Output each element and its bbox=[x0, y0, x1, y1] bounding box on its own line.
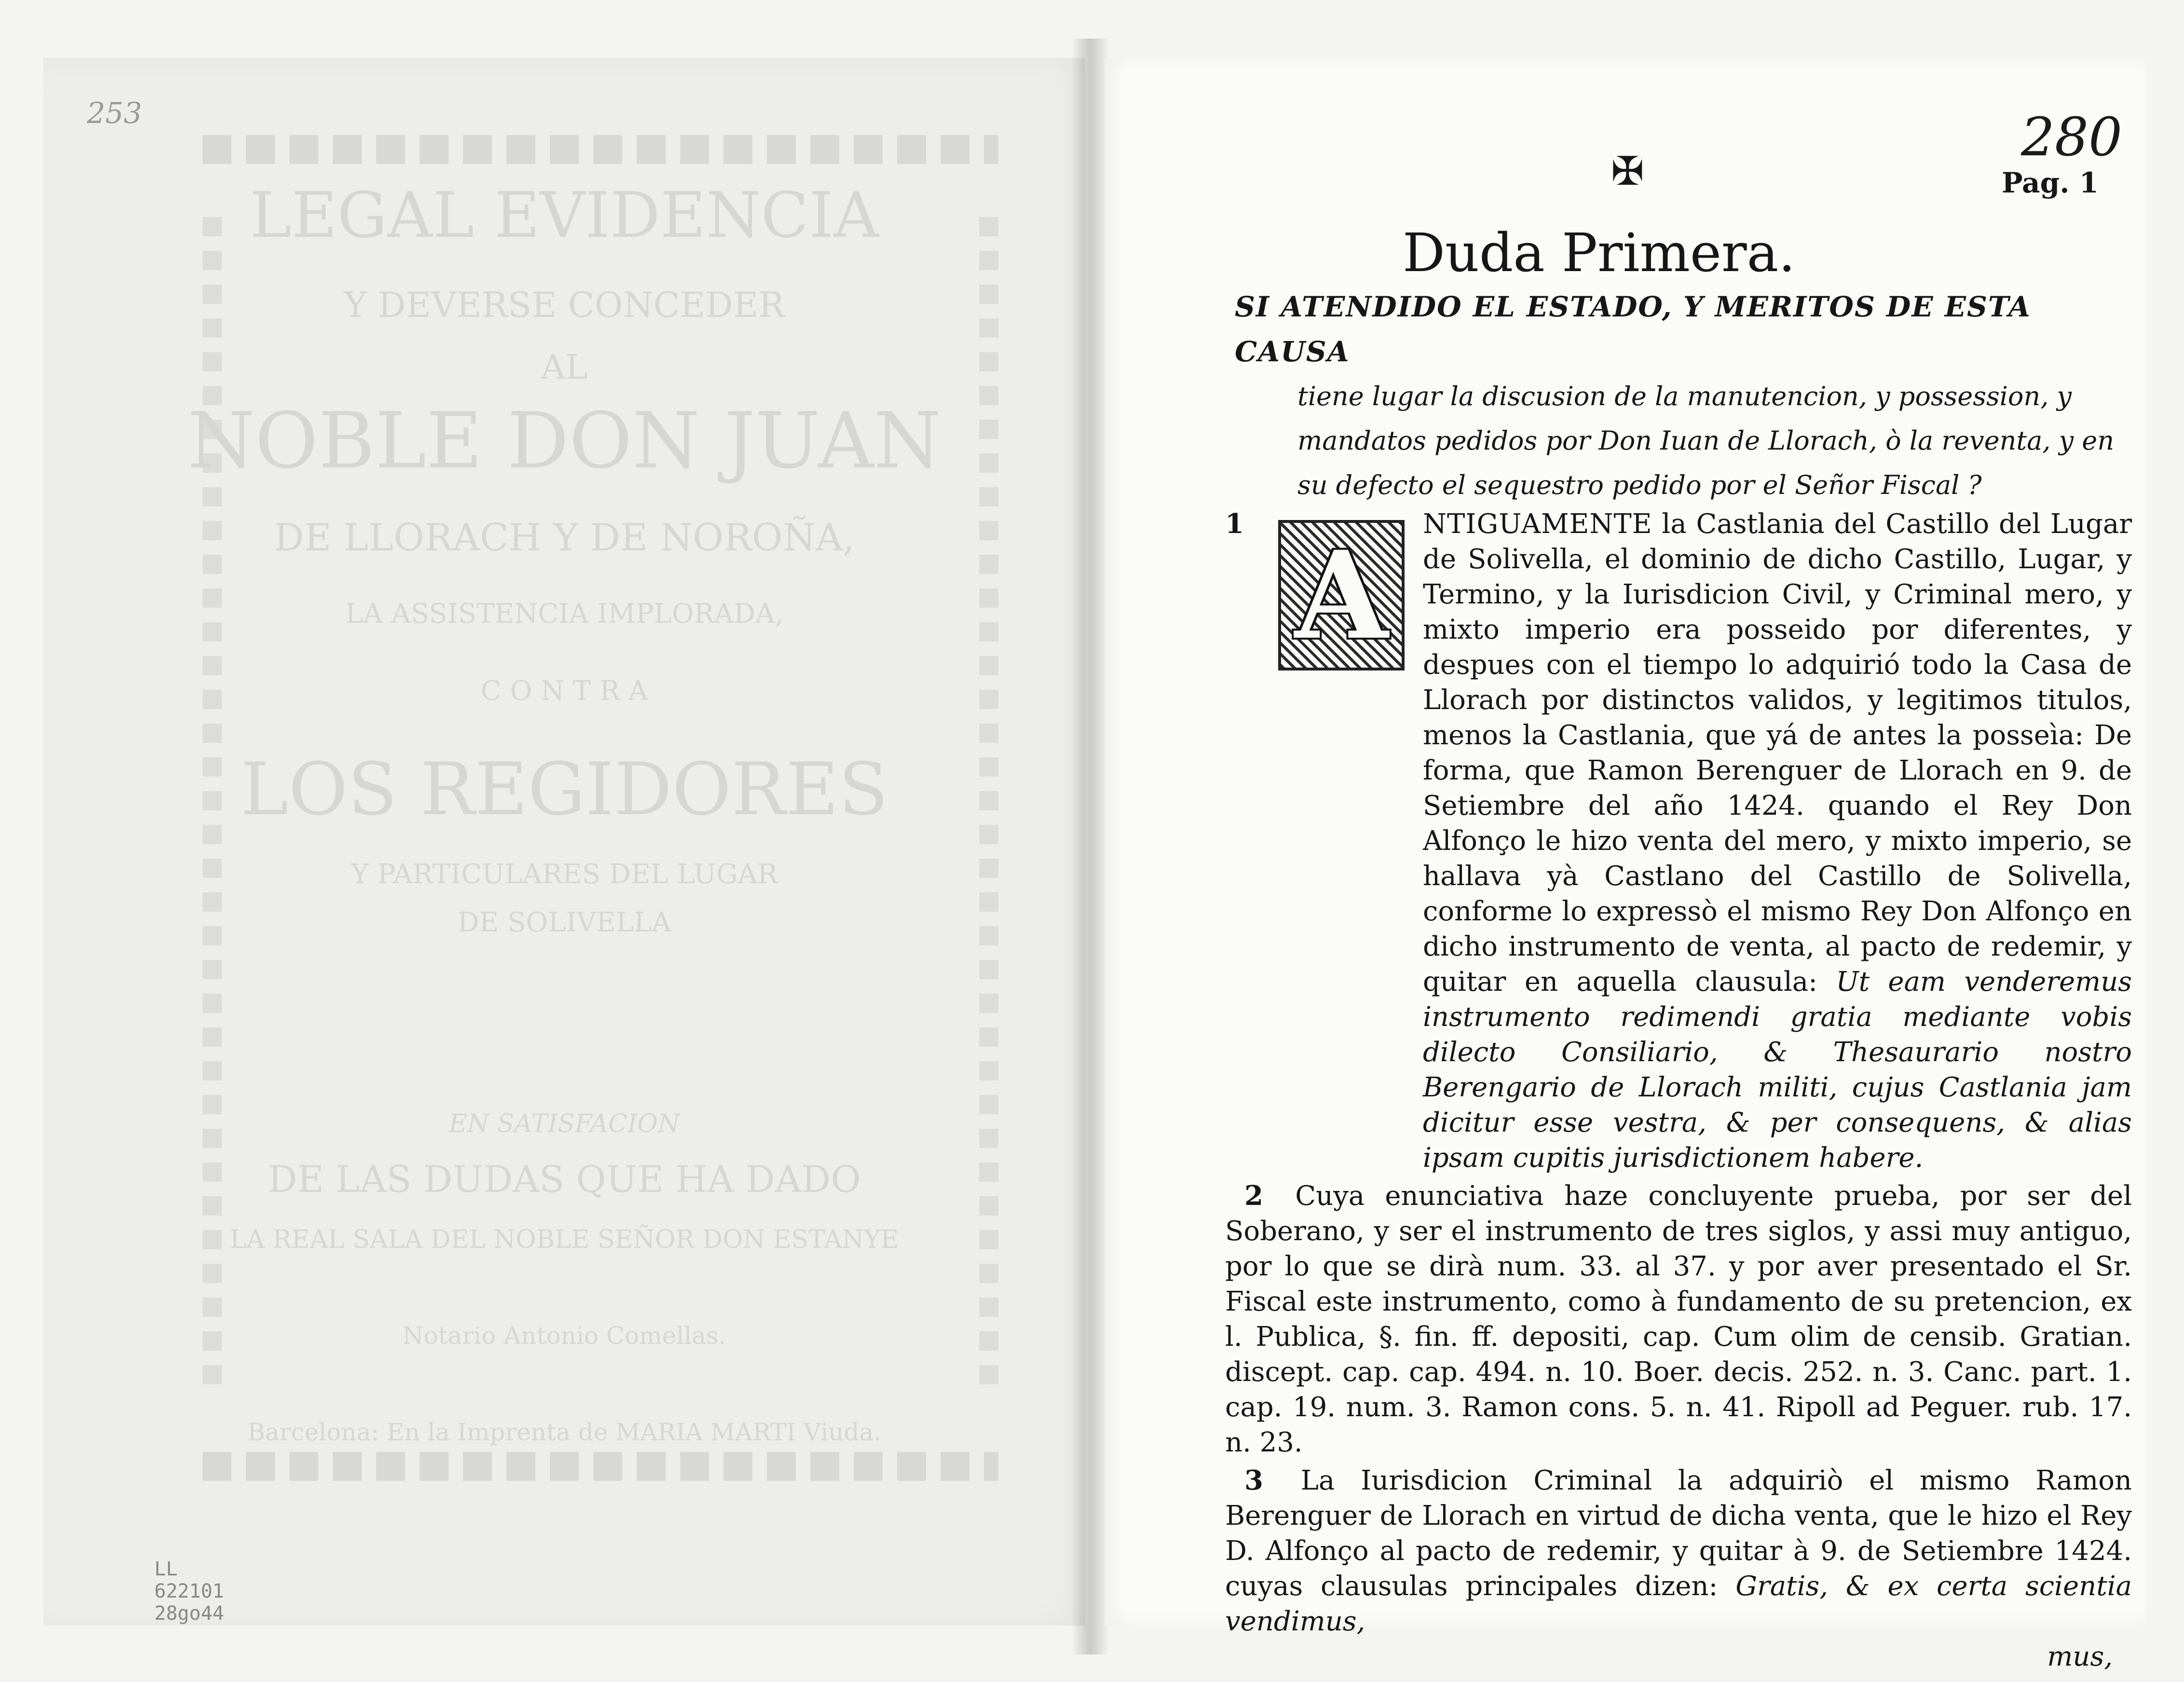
page-title: Duda Primera. bbox=[1402, 222, 1796, 284]
ghost-line: LOS REGIDORES bbox=[240, 748, 888, 832]
ghost-line: EN SATISFACION bbox=[449, 1109, 680, 1138]
paragraph-text: La Iurisdicion Criminal la adquiriò el mismo Ramon Berenguer de Llorach en virtud de dicha venta, que le hizo el Rey D. Alfonço al pacto de redemir, y quitar à 9. de Setiembre 1424. cuyas clausulas principales dizen: bbox=[1225, 1465, 2132, 1602]
paragraph-2 bbox=[1225, 1178, 2132, 1460]
paragraph-text: la Castlania del Castillo del Lugar de Solivella, el dominio de dicho Castillo, Lugar, y Termino, y la Iurisdicion Civil, y Criminal mero, y mixto imperio era posseido por diferentes, y despues con el tiempo lo adquirió todo la Casa de Llorach por distinctos validos, y legitimos titulos, menos la Castlania, que yá de antes la posseìa: De forma, que Ramon Berenguer de Llorach en 9. de Setiembre del año 1424. quando el Rey Don Alfonço le hizo venta del mero, y mixto imperio, se hallava yà Castlano del Castillo de Solivella, conforme lo expressò el mismo Rey Don Alfonço en dicho instrumento de venta, al pacto de redemir, y quitar en aquella clausula: bbox=[1423, 508, 2132, 998]
ghost-line: DE LAS DUDAS QUE HA DADO bbox=[268, 1158, 861, 1201]
paragraph-number: 3 bbox=[1244, 1464, 1263, 1496]
ornament-border-top bbox=[203, 135, 998, 164]
paragraph-number: 1 bbox=[1225, 508, 1244, 540]
ghost-line: C O N T R A bbox=[480, 675, 648, 707]
latin-quote: Gratis, & ex certa scientia vendimus, bbox=[1225, 1571, 2132, 1637]
paragraph-head: NTIGUAMENTE bbox=[1423, 508, 1652, 540]
ghost-line: LA REAL SALA DEL NOBLE SEÑOR DON ESTANYE bbox=[230, 1225, 899, 1254]
decorated-initial-letter: A bbox=[1295, 524, 1388, 666]
question-first-line: SI ATENDIDO EL ESTADO, Y MERITOS DE ESTA CAUSA bbox=[1235, 290, 2031, 368]
ghost-line: Notario Antonio Comellas. bbox=[402, 1322, 726, 1350]
ghost-line: LA ASSISTENCIA IMPLORADA, bbox=[345, 598, 784, 629]
left-page bbox=[43, 58, 1085, 1626]
ornament-border-bottom bbox=[203, 1452, 998, 1481]
ghost-line: NOBLE DON JUAN bbox=[187, 396, 942, 486]
body-text bbox=[1225, 506, 2132, 1674]
paragraph-number: 2 bbox=[1244, 1180, 1263, 1212]
page-label: Pag. 1 bbox=[2002, 166, 2099, 199]
ghost-line: DE SOLIVELLA bbox=[457, 907, 671, 938]
ghost-line: LEGAL EVIDENCIA bbox=[249, 178, 879, 252]
book-gutter bbox=[1071, 39, 1109, 1655]
ghost-line: Y PARTICULARES DEL LUGAR bbox=[351, 859, 778, 890]
shelfmark: LL 622101 28go44 bbox=[154, 1558, 224, 1625]
question-heading bbox=[1235, 285, 2132, 507]
paragraph-text: Cuya enunciativa haze concluyente prueba, por ser del Soberano, y ser el instrumento de tres siglos, y assi muy antiguo, por lo que se dirà num. 33. al 37. y por aver presentado el Sr. Fiscal este instrumento, como à fundamento de su pretencion, ex l. Publica, §. fin. ff. depositi, cap. Cum olim de censib. Gratian. discept. cap. cap. 494. n. 10. Boer. decis. 252. n. 3. Canc. part. 1. cap. 19. num. 3. Ramon cons. 5. n. 41. Ripoll ad Peguer. rub. 17. n. 23. bbox=[1225, 1180, 2132, 1458]
cross-icon: ✠ bbox=[1611, 149, 1644, 194]
ghost-line: DE LLORACH Y DE NOROÑA, bbox=[273, 516, 855, 560]
folio-number: 280 bbox=[2021, 106, 2122, 168]
question-rest: tiene lugar la discusion de la manutencion, y possession, y mandatos pedidos por Don Iuan de Llorach, ò la reventa, y en su defecto el sequestro pedido por el Señor Fiscal ? bbox=[1297, 381, 2115, 500]
ghost-line: Barcelona: En la Imprenta de MARIA MARTI Viuda. bbox=[247, 1418, 882, 1446]
paragraph-1 bbox=[1225, 506, 2132, 1176]
latin-quote: Ut eam venderemus instrumento redimendi gratia mediante vobis dilecto Consiliario, & Thesaurario nostro Berengario de Llorach militi, cujus Castlania jam dicitur esse vestra, & per consequens, & alias ipsam cupitis jurisdictionem habere. bbox=[1423, 966, 2132, 1174]
left-page-mark: 253 bbox=[87, 96, 142, 130]
catchword: mus, bbox=[2047, 1641, 2113, 1672]
paragraph-3 bbox=[1225, 1463, 2132, 1639]
ghost-line: Y DEVERSE CONCEDER bbox=[344, 285, 785, 325]
decorated-initial bbox=[1278, 520, 1405, 670]
ghost-line: AL bbox=[541, 347, 588, 387]
right-page bbox=[1105, 58, 2146, 1672]
